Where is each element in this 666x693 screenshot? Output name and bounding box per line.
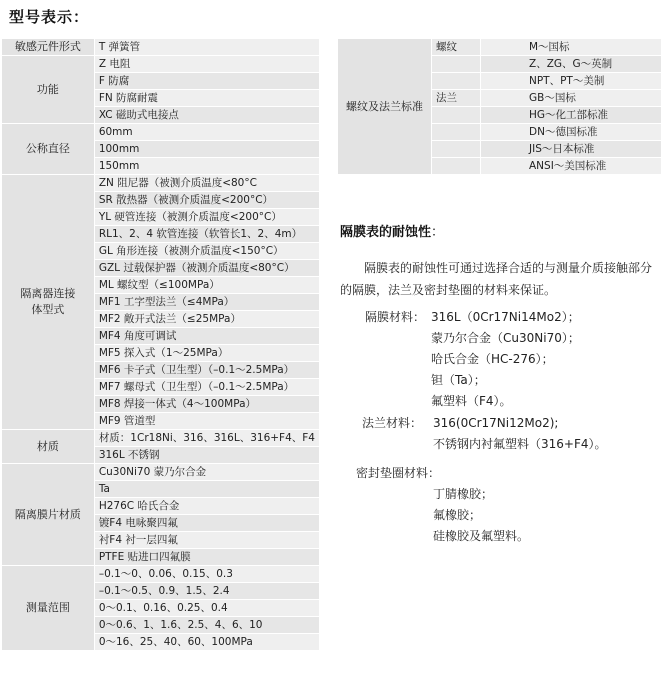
table-cell: MF8 焊接一体式（4～100MPa） — [94, 396, 319, 413]
table-cell: M～国标 — [481, 39, 662, 56]
table-cell: Ta — [94, 481, 319, 498]
row-group-label: 隔离器连接 体型式 — [2, 175, 94, 430]
blank-cell — [432, 158, 481, 175]
blank-cell — [432, 107, 481, 124]
table-row — [2, 124, 319, 141]
model-spec-table — [2, 39, 319, 651]
table-cell: Z、ZG、G～英制 — [481, 56, 662, 73]
table-cell: 0～0.1、0.16、0.25、0.4 — [94, 600, 319, 617]
material-line: 316L（0Cr17Ni14Mo2）； — [431, 310, 580, 324]
table-cell: NPT、PT～美制 — [481, 73, 662, 90]
table-cell: MF2 敞开式法兰（≤25MPa） — [94, 311, 319, 328]
table-cell: 衬F4 衬一层四氟 — [94, 532, 319, 549]
table-cell: GL 角形连接（被测介质温度<150°C） — [94, 243, 319, 260]
table-row — [2, 566, 319, 583]
table-cell: ML 螺纹型（≤100MPa） — [94, 277, 319, 294]
table-cell: GB～国标 — [481, 90, 662, 107]
table-cell: 60mm — [94, 124, 319, 141]
table-cell: Cu30Ni70 蒙乃尔合金 — [94, 464, 319, 481]
table-cell: MF4 角度可调试 — [94, 328, 319, 345]
thread-flange-standard-table — [338, 39, 661, 175]
material-line: 哈氏合金（HC-276）； — [431, 352, 554, 366]
table-row — [2, 464, 319, 481]
table-row — [338, 39, 661, 56]
standard-sub-label: 螺纹 — [432, 39, 481, 56]
material-line: 丁腈橡胶； — [433, 487, 494, 501]
row-group-label: 隔离膜片材质 — [2, 464, 94, 566]
table-cell: F 防腐 — [94, 73, 319, 90]
table-cell: MF1 工字型法兰（≤4MPa） — [94, 294, 319, 311]
material-line: 不锈钢内衬氟塑料（316+F4）。 — [433, 437, 607, 451]
table-cell: PTFE 贴进口四氟膜 — [94, 549, 319, 566]
row-group-label: 功能 — [2, 56, 94, 124]
table-cell: MF7 螺母式（卫生型）（–0.1～2.5MPa） — [94, 379, 319, 396]
row-group-label: 材质 — [2, 430, 94, 464]
table-cell: FN 防腐耐震 — [94, 90, 319, 107]
material-line: 蒙乃尔合金（Cu30Ni70）； — [431, 331, 580, 345]
table-cell: H276C 哈氏合金 — [94, 498, 319, 515]
corrosion-paragraph: 隔膜表的耐蚀性可通过选择合适的与测量介质接触部分的隔膜，法兰及密封垫圈的材料来保证。 — [340, 261, 653, 297]
gasket-materials-label: 密封垫圈材料： — [356, 466, 441, 480]
blank-cell — [432, 124, 481, 141]
table-row — [2, 430, 319, 447]
blank-cell — [432, 141, 481, 158]
table-cell: JIS～日本标准 — [481, 141, 662, 158]
table-row — [2, 175, 319, 192]
table-cell: 镀F4 电咏聚四氟 — [94, 515, 319, 532]
blank-cell — [432, 56, 481, 73]
section-heading-colon: ： — [431, 225, 445, 240]
flange-materials-label: 法兰材料： — [362, 416, 423, 430]
table-cell: 100mm — [94, 141, 319, 158]
blank-cell — [432, 73, 481, 90]
table-cell: –0.1～0、0.06、0.15、0.3 — [94, 566, 319, 583]
table-cell: DN～德国标准 — [481, 124, 662, 141]
table-cell: RL1、2、4 软管连接（软管长1、2、4m） — [94, 226, 319, 243]
table-cell: YL 硬管连接（被测介质温度<200°C） — [94, 209, 319, 226]
material-line: 氟橡胶； — [433, 508, 482, 522]
table-cell: 0～16、25、40、60、100MPa — [94, 634, 319, 651]
row-group-label: 敏感元件形式 — [2, 39, 94, 56]
row-group-label: 测量范围 — [2, 566, 94, 651]
table-cell: ZN 阻尼器（被测介质温度<80°C — [94, 175, 319, 192]
section-heading — [340, 221, 444, 240]
table-cell: MF5 探入式（1～25MPa） — [94, 345, 319, 362]
section-heading-text: 隔膜表的耐蚀性 — [340, 225, 432, 240]
diaphragm-materials-label: 隔膜材料： — [365, 310, 426, 324]
table-cell: Z 电阻 — [94, 56, 319, 73]
table-cell: GZL 过载保护器（被测介质温度<80°C） — [94, 260, 319, 277]
gasket-materials-list — [433, 484, 529, 547]
table-cell: MF6 卡子式（卫生型）（–0.1～2.5MPa） — [94, 362, 319, 379]
table-row — [2, 56, 319, 73]
table-cell: –0.1～0.5、0.9、1.5、2.4 — [94, 583, 319, 600]
standard-sub-label: 法兰 — [432, 90, 481, 107]
table-row — [2, 39, 319, 56]
material-line: 氟塑料（F4）。 — [431, 394, 512, 408]
row-group-label: 公称直径 — [2, 124, 94, 175]
standard-label: 螺纹及法兰标准 — [338, 39, 432, 175]
table-cell: SR 散热器（被测介质温度<200°C） — [94, 192, 319, 209]
table-cell: XC 磁助式电接点 — [94, 107, 319, 124]
diaphragm-materials-list — [431, 307, 580, 412]
table-cell: ANSI～美国标准 — [481, 158, 662, 175]
table-cell: MF9 管道型 — [94, 413, 319, 430]
table-cell: 材质：1Cr18Ni、316、316L、316+F4、F4 — [94, 430, 319, 447]
flange-materials-list — [433, 413, 607, 455]
table-cell: 316L 不锈钢 — [94, 447, 319, 464]
table-cell: HG～化工部标准 — [481, 107, 662, 124]
page-title: 型号表示： — [9, 8, 90, 26]
material-line: 硅橡胶及氟塑料。 — [433, 529, 530, 543]
material-line: 钽（Ta）； — [431, 373, 486, 387]
material-line: 316(0Cr17Ni12Mo2); — [433, 416, 559, 430]
table-cell: 0～0.6、1、1.6、2.5、4、6、10 — [94, 617, 319, 634]
table-cell: 150mm — [94, 158, 319, 175]
table-cell: T 弹簧管 — [94, 39, 319, 56]
